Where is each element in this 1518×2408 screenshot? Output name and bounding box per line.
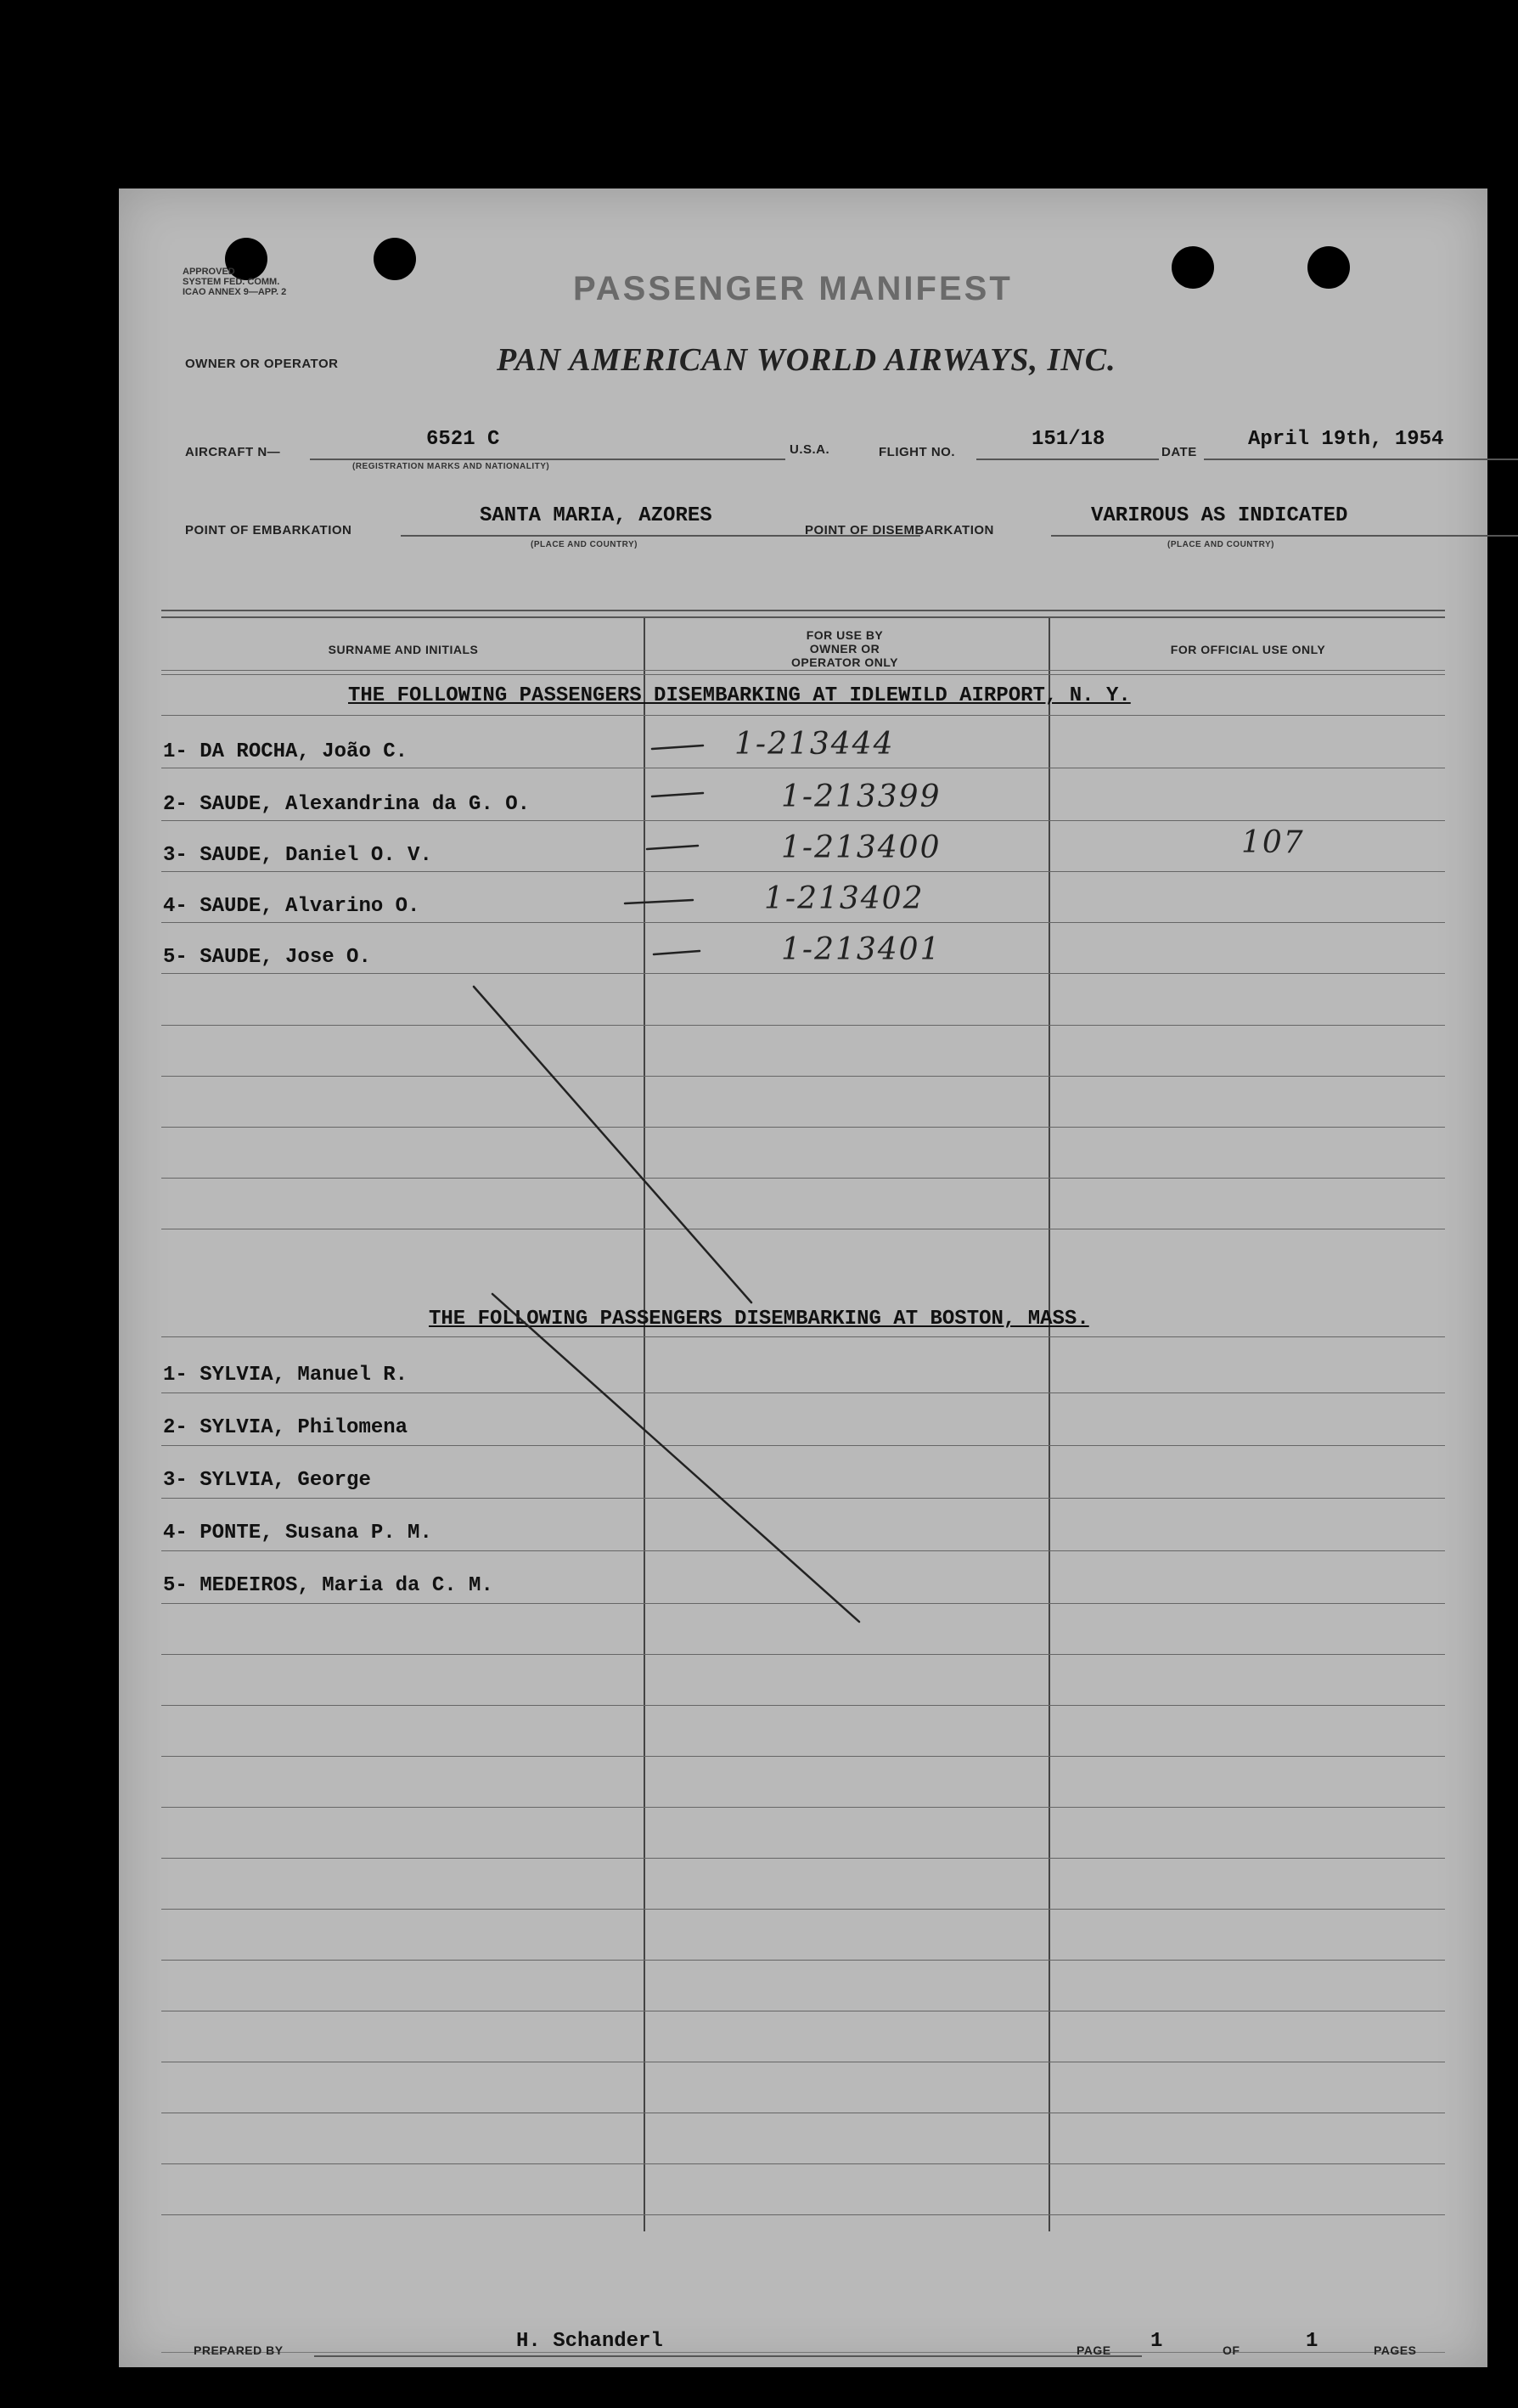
disembark-sublabel: (PLACE AND COUNTRY): [1167, 540, 1274, 549]
passenger-name: 4- PONTE, Susana P. M.: [163, 1522, 432, 1544]
embark-value: SANTA MARIA, AZORES: [480, 504, 712, 527]
column-header-owner-use: FOR USE BY OWNER OR OPERATOR ONLY: [790, 628, 899, 669]
approval-line: APPROVED: [183, 267, 235, 277]
page-count: 1: [1306, 2330, 1318, 2353]
section-heading-boston: THE FOLLOWING PASSENGERS DISEMBARKING AT BOSTON, MASS.: [429, 1308, 1089, 1331]
passenger-name: 2- SAUDE, Alexandrina da G. O.: [163, 793, 531, 816]
passenger-name: 2- SYLVIA, Philomena: [163, 1416, 408, 1439]
flight-no-label: FLIGHT NO.: [879, 445, 955, 459]
official-mark: 107: [1241, 825, 1305, 860]
page-number: 1: [1150, 2330, 1163, 2353]
column-header-official-use: FOR OFFICIAL USE ONLY: [1170, 643, 1326, 656]
ticket-number: 1-213401: [781, 932, 942, 967]
embark-sublabel: (PLACE AND COUNTRY): [531, 540, 638, 549]
passenger-name: 3- SYLVIA, George: [163, 1469, 371, 1492]
owner-label: OWNER OR OPERATOR: [185, 357, 339, 371]
section-heading-idlewild: THE FOLLOWING PASSENGERS DISEMBARKING AT IDLEWILD AIRPORT, N. Y.: [348, 684, 1131, 707]
approval-line: ICAO ANNEX 9—APP. 2: [183, 287, 287, 297]
prepared-by-label: PREPARED BY: [194, 2343, 284, 2357]
column-header-surname: SURNAME AND INITIALS: [328, 643, 479, 656]
ticket-number: 1-213400: [781, 830, 942, 865]
page-label: PAGE: [1077, 2343, 1111, 2357]
ticket-number: 1-213399: [781, 779, 942, 814]
ticket-number: 1-213402: [764, 881, 925, 916]
pages-label: PAGES: [1374, 2343, 1417, 2357]
disembark-label: POINT OF DISEMBARKATION: [805, 523, 994, 537]
passenger-name: 1- SYLVIA, Manuel R.: [163, 1364, 408, 1387]
disembark-value: VARIROUS AS INDICATED: [1091, 504, 1348, 527]
passenger-name: 1- DA ROCHA, João C.: [163, 740, 408, 763]
passenger-name: 4- SAUDE, Alvarino O.: [163, 895, 420, 918]
pen-marks: [119, 188, 1487, 2367]
manifest-page: [119, 188, 1487, 2367]
aircraft-sublabel: (REGISTRATION MARKS AND NATIONALITY): [352, 462, 550, 471]
prepared-by-value: H. Schanderl: [516, 2330, 663, 2353]
usa-label: U.S.A.: [790, 442, 830, 457]
embark-label: POINT OF EMBARKATION: [185, 523, 352, 537]
of-label: OF: [1223, 2343, 1240, 2357]
passenger-name: 3- SAUDE, Daniel O. V.: [163, 844, 432, 867]
date-value: April 19th, 1954: [1248, 428, 1444, 451]
ticket-number: 1-213444: [734, 727, 895, 762]
date-label: DATE: [1161, 445, 1197, 459]
approval-line: SYSTEM FED. COMM.: [183, 277, 280, 287]
aircraft-value: 6521 C: [426, 428, 500, 451]
passenger-name: 5- MEDEIROS, Maria da C. M.: [163, 1574, 493, 1597]
aircraft-label: AIRCRAFT N—: [185, 445, 281, 459]
page-title: PASSENGER MANIFEST: [573, 270, 1013, 307]
flight-no-value: 151/18: [1032, 428, 1105, 451]
operator-name: PAN AMERICAN WORLD AIRWAYS, INC.: [497, 342, 1116, 378]
passenger-name: 5- SAUDE, Jose O.: [163, 946, 371, 969]
